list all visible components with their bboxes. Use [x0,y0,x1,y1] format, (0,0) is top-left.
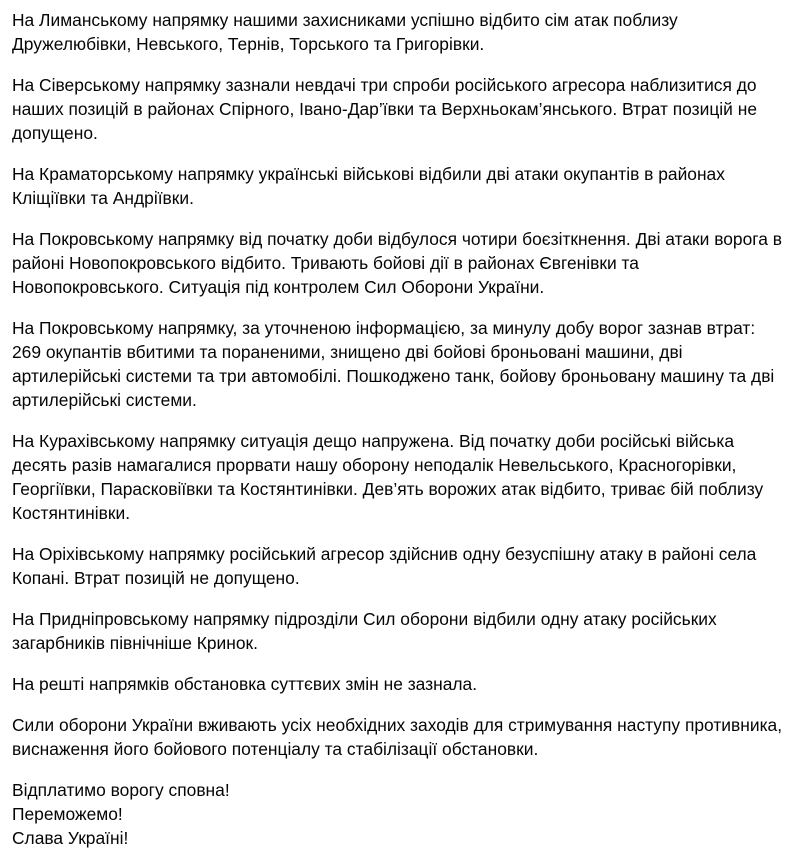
closing-line-1: Відплатимо ворогу сповна! [12,780,230,800]
paragraph-kramatorsk: На Краматорському напрямку українські військові відбили дві атаки окупантів в районах Кліщіївки та Андріївки. [12,164,725,208]
paragraph-kurakhove: На Курахівському напрямку ситуація дещо напружена. Від початку доби російські війська десять разів намагалися прорвати нашу оборону неподалік Невельського, Красногорівки, Георгіївки, Парасковіївки та Костянтинівки. Дев’ять ворожих атак відбито, триває бій поблизу Костянтинівки. [12,431,764,523]
closing-block [12,778,784,850]
paragraph-siversk: На Сіверському напрямку зазнали невдачі три спроби російського агресора наблизитися до наших позицій в районах Спірного, Івано-Дар’ївки та Верхньокам’янського. Втрат позицій не допущено. [12,75,757,143]
paragraph-pokrovsk: На Покровському напрямку від початку доби відбулося чотири боєзіткнення. Дві атаки ворога в районі Новопокровського відбито. Тривають бойові дії в районах Євгенівки та Новопокровського. Ситуація під контролем Сил Оборони України. [12,229,782,297]
paragraph-lyman: На Лиманському напрямку нашими захисниками успішно відбито сім атак поблизу Дружелюбівки, Невського, Тернів, Торського та Григорівки. [12,10,678,54]
paragraph-defense-forces: Сили оборони України вживають усіх необхідних заходів для стримування наступу противника, виснаження його бойового потенціалу та стабілізації обстановки. [12,715,783,759]
paragraph-other-directions: На решті напрямків обстановка суттєвих змін не зазнала. [12,674,478,694]
paragraph-orikhiv: На Оріхівському напрямку російський агресор здійснив одну безуспішну атаку в районі села Копані. Втрат позицій не допущено. [12,544,757,588]
paragraph-pokrovsk-losses: На Покровському напрямку, за уточненою інформацією, за минулу добу ворог зазнав втрат: 269 окупантів вбитими та пораненими, знищено дві бойові броньовані машини, дві артилерійські системи та три автомобілі. Пошкоджено танк, бойову броньовану машину та дві артилерійські системи. [12,318,775,410]
paragraph-prydniprovsk: На Придніпровському напрямку підрозділи Сил оборони відбили одну атаку російських загарбників північніше Кринок. [12,609,717,653]
closing-line-2: Переможемо! [12,804,123,824]
closing-line-3: Слава Україні! [12,828,129,848]
